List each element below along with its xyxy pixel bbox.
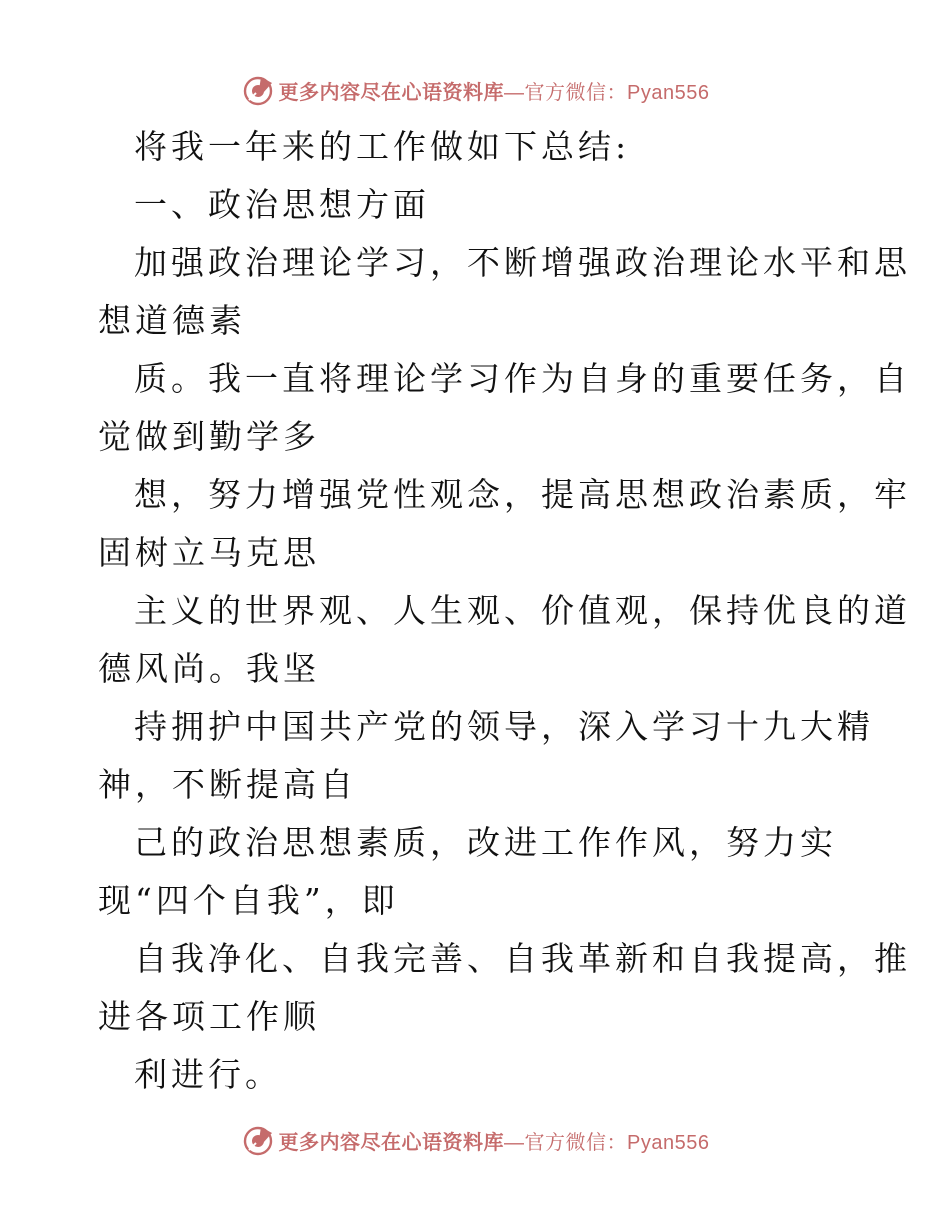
quill-seal-icon xyxy=(241,1123,275,1157)
watermark-text xyxy=(279,1126,710,1155)
paragraph-line: 将我一年来的工作做如下总结: xyxy=(134,127,631,166)
document-body xyxy=(98,118,911,1104)
paragraph-line: 德风尚。我坚 xyxy=(98,649,320,688)
paragraph-line: 自我净化、自我完善、自我革新和自我提高，推 xyxy=(134,939,911,978)
header-watermark xyxy=(0,70,950,110)
paragraph-line: 己的政治思想素质，改进工作作风，努力实 xyxy=(134,823,837,862)
paragraph-line: 神，不断提高自 xyxy=(98,765,357,804)
paragraph-line: 质。我一直将理论学习作为自身的重要任务，自 xyxy=(134,359,911,398)
paragraph-line: 加强政治理论学习，不断增强政治理论水平和思 xyxy=(134,243,911,282)
paragraph-line: 现“四个自我”，即 xyxy=(98,881,399,920)
paragraph-line: 进各项工作顺 xyxy=(98,997,320,1036)
paragraph-line: 持拥护中国共产党的领导，深入学习十九大精 xyxy=(134,707,874,746)
paragraph-line: 觉做到勤学多 xyxy=(98,417,320,456)
watermark-dash: — xyxy=(504,1131,525,1154)
watermark-suffix: 官方微信：Pyan556 xyxy=(524,81,710,104)
watermark-brand: 更多内容尽在心语资料库 xyxy=(278,79,505,104)
paragraph-line: 固树立马克思 xyxy=(98,533,320,572)
watermark-suffix: 官方微信：Pyan556 xyxy=(524,1131,710,1154)
paragraph-line: 想，努力增强党性观念，提高思想政治素质，牢 xyxy=(134,475,911,514)
paragraph-line: 想道德素 xyxy=(98,301,246,340)
watermark-brand: 更多内容尽在心语资料库 xyxy=(278,1129,505,1154)
watermark-dash: — xyxy=(504,81,525,104)
section-heading: 一、政治思想方面 xyxy=(134,185,430,224)
quill-seal-icon xyxy=(241,73,275,107)
footer-watermark xyxy=(0,1120,950,1160)
watermark-text xyxy=(279,76,710,105)
paragraph-line: 主义的世界观、人生观、价值观，保持优良的道 xyxy=(134,591,911,630)
paragraph-line: 利进行。 xyxy=(134,1055,282,1094)
